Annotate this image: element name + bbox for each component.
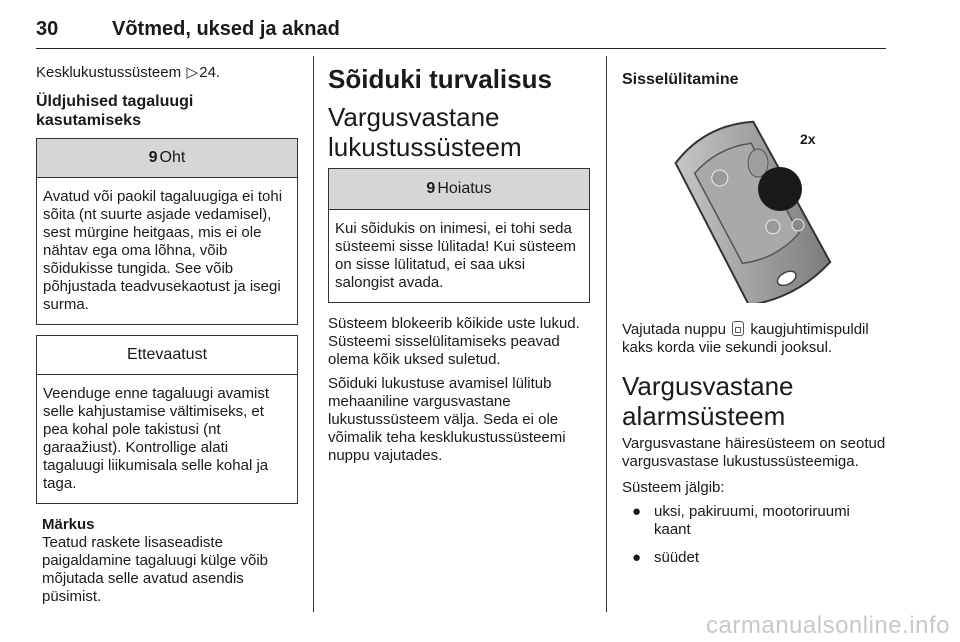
subsection-title: Vargusvastane alarmsüsteem xyxy=(622,371,794,431)
caution-box xyxy=(36,335,298,504)
note-text: Teatud raskete lisaseadiste paigaldamine tagaluugi külge võib mõjutada selle avatud asendis püsimist. xyxy=(42,534,268,605)
monitored-list xyxy=(622,503,890,567)
paragraph: Vargusvastane häiresüsteem on seotud vargusvastase lukustussüsteemiga. xyxy=(622,435,886,470)
figure-label: 2x xyxy=(800,131,816,147)
warning-box-header: 9 Hoiatus xyxy=(329,169,589,210)
subsection-title: Vargusvastane lukustussüsteem xyxy=(328,102,522,162)
page-header xyxy=(36,8,886,49)
section-title: Sisselülitamine xyxy=(622,71,739,88)
caution-text: Veenduge enne tagaluugi avamist selle kahjustamise vältimiseks, et pea kohal pole takistusi (nt garaažiust). Kontrollige alati tagaluugi liikumisala selle kohal ja taga. xyxy=(43,385,270,492)
danger-box-header: 9 Oht xyxy=(37,139,297,178)
cross-reference[interactable]: Kesklukustussüsteem ▷24. xyxy=(36,64,221,81)
list-item: ● uksi, pakiruumi, mootoriruumi kaant xyxy=(632,503,850,538)
bullet-icon: ● xyxy=(632,503,642,520)
instruction-text: Vajutada nuppu kaugjuhtimispuldil kaks korda viie sekundi jooksul. xyxy=(622,321,869,356)
key-fob-figure xyxy=(622,103,890,303)
column-divider xyxy=(313,56,314,612)
paragraph: Süsteem blokeerib kõikide uste lukud. Süsteemi sisselülitamiseks peavad olema kõik uksed suletud. xyxy=(328,315,580,368)
warning-box xyxy=(328,168,590,303)
danger-text: Avatud või paokil tagaluugiga ei tohi sõita (nt suurte asjade vedamisel), sest mürgine heitgaas, mis ei ole nähtav ega oma lõhna, võib sõidukisse tungida. See võib põhjustada teadvusekaotust ja isegi surma. xyxy=(43,188,283,313)
warning-triangle-icon: 9 xyxy=(426,180,436,197)
list-item: ● süüdet xyxy=(632,549,700,566)
page-number: 30 xyxy=(36,18,59,40)
arrow-right-icon: ▷ xyxy=(186,64,199,81)
column-3 xyxy=(622,64,890,577)
warning-text: Kui sõidukis on inimesi, ei tohi seda süsteemi sisse lülitada! Kui süsteem on sisse lülitatud, ei saa uksi salongist avada. xyxy=(335,220,576,291)
caution-box-header: Ettevaatust xyxy=(37,336,297,375)
paragraph: Sõiduki lukustuse avamisel lülitub mehaaniline vargusvastane lukustussüsteem välja. Seda ei ole võimalik teha kesklukustussüsteemi nuppu vajutades. xyxy=(328,375,566,464)
warning-triangle-icon: 9 xyxy=(148,149,158,166)
key-fob-illustration xyxy=(622,103,890,303)
paragraph: Süsteem jälgib: xyxy=(622,479,725,496)
column-2 xyxy=(328,64,590,465)
bullet-icon: ● xyxy=(632,549,642,566)
note xyxy=(36,516,298,606)
main-title: Sõiduki turvalisus xyxy=(328,64,552,94)
watermark: carmanualsonline.info xyxy=(706,612,950,639)
lock-button xyxy=(758,167,802,211)
section-title: Üldjuhised tagaluugi kasutamiseks xyxy=(36,93,194,129)
danger-box xyxy=(36,138,298,325)
chapter-title: Võtmed, uksed ja aknad xyxy=(112,18,340,40)
column-1 xyxy=(36,64,298,606)
column-divider xyxy=(606,56,607,612)
note-title: Märkus xyxy=(42,516,95,533)
lock-button-icon xyxy=(732,321,744,336)
